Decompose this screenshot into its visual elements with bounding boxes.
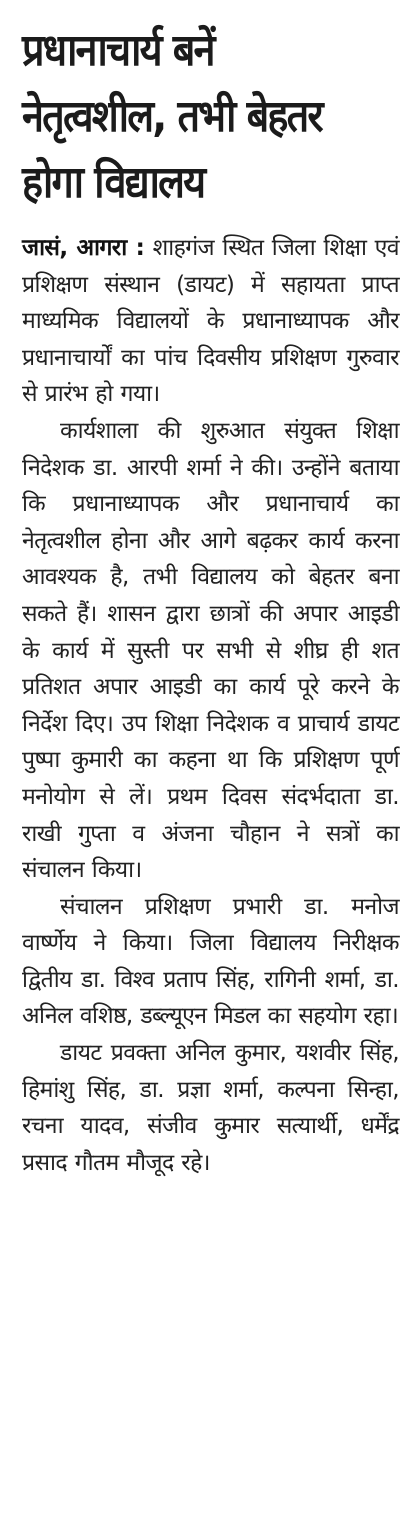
headline-line: होगा विद्यालय <box>22 157 205 208</box>
paragraph-text: शाहगंज स्थित जिला शिक्षा एवं प्रशिक्षण संस्थान (डायट) में सहायता प्राप्त माध्यमिक विद्यालयों के प्रधानाध्यापक और प्रधानाचार्यों का पांच दिवसीय प्रशिक्षण गुरुवार से प्रारंभ हो गया। <box>22 235 399 408</box>
headline <box>22 18 400 216</box>
paragraph: कार्यशाला की शुरुआत संयुक्त शिक्षा निदेशक डा. आरपी शर्मा ने की। उन्होंने बताया कि प्रधानाध्यापक और प्रधानाचार्य का नेतृत्वशील होना और आगे बढ़कर कार्य करना आवश्यक है, तभी विद्यालय को बेहतर बना सकते हैं। शासन द्वारा छात्रों की अपार आइडी के कार्य में सुस्ती पर सभी से शीघ्र ही शत प्रतिशत अपार आइडी का कार्य पूरे करने के निर्देश दिए। उप शिक्षा निदेशक व प्राचार्य डायट पुष्पा कुमारी का कहना था कि प्रशिक्षण पूर्ण मनोयोग से लें। प्रथम दिवस संदर्भदाता डा. राखी गुप्ता व अंजना चौहान ने सत्रों का संचालन किया। <box>22 417 399 884</box>
article-body <box>22 230 399 1181</box>
paragraph: संचालन प्रशिक्षण प्रभारी डा. मनोज वार्ष्णेय ने किया। जिला विद्यालय निरीक्षक द्वितीय डा. विश्व प्रताप सिंह, रागिनी शर्मा, डा. अनिल वशिष्ठ, डब्ल्यूएन मिडल का सहयोग रहा। <box>22 893 399 1030</box>
dateline: जासं, आगरा : <box>22 235 145 261</box>
paragraph: डायट प्रवक्ता अनिल कुमार, यशवीर सिंह, हिमांशु सिंह, डा. प्रज्ञा शर्मा, कल्पना सिन्हा, रचना यादव, संजीव कुमार सत्यार्थी, धर्मेंद्र प्रसाद गौतम मौजूद रहे। <box>22 1040 399 1176</box>
headline-line: नेतृत्वशील, तभी बेहतर <box>22 91 322 142</box>
headline-line: प्रधानाचार्य बनें <box>22 25 214 76</box>
paragraph <box>22 230 399 413</box>
